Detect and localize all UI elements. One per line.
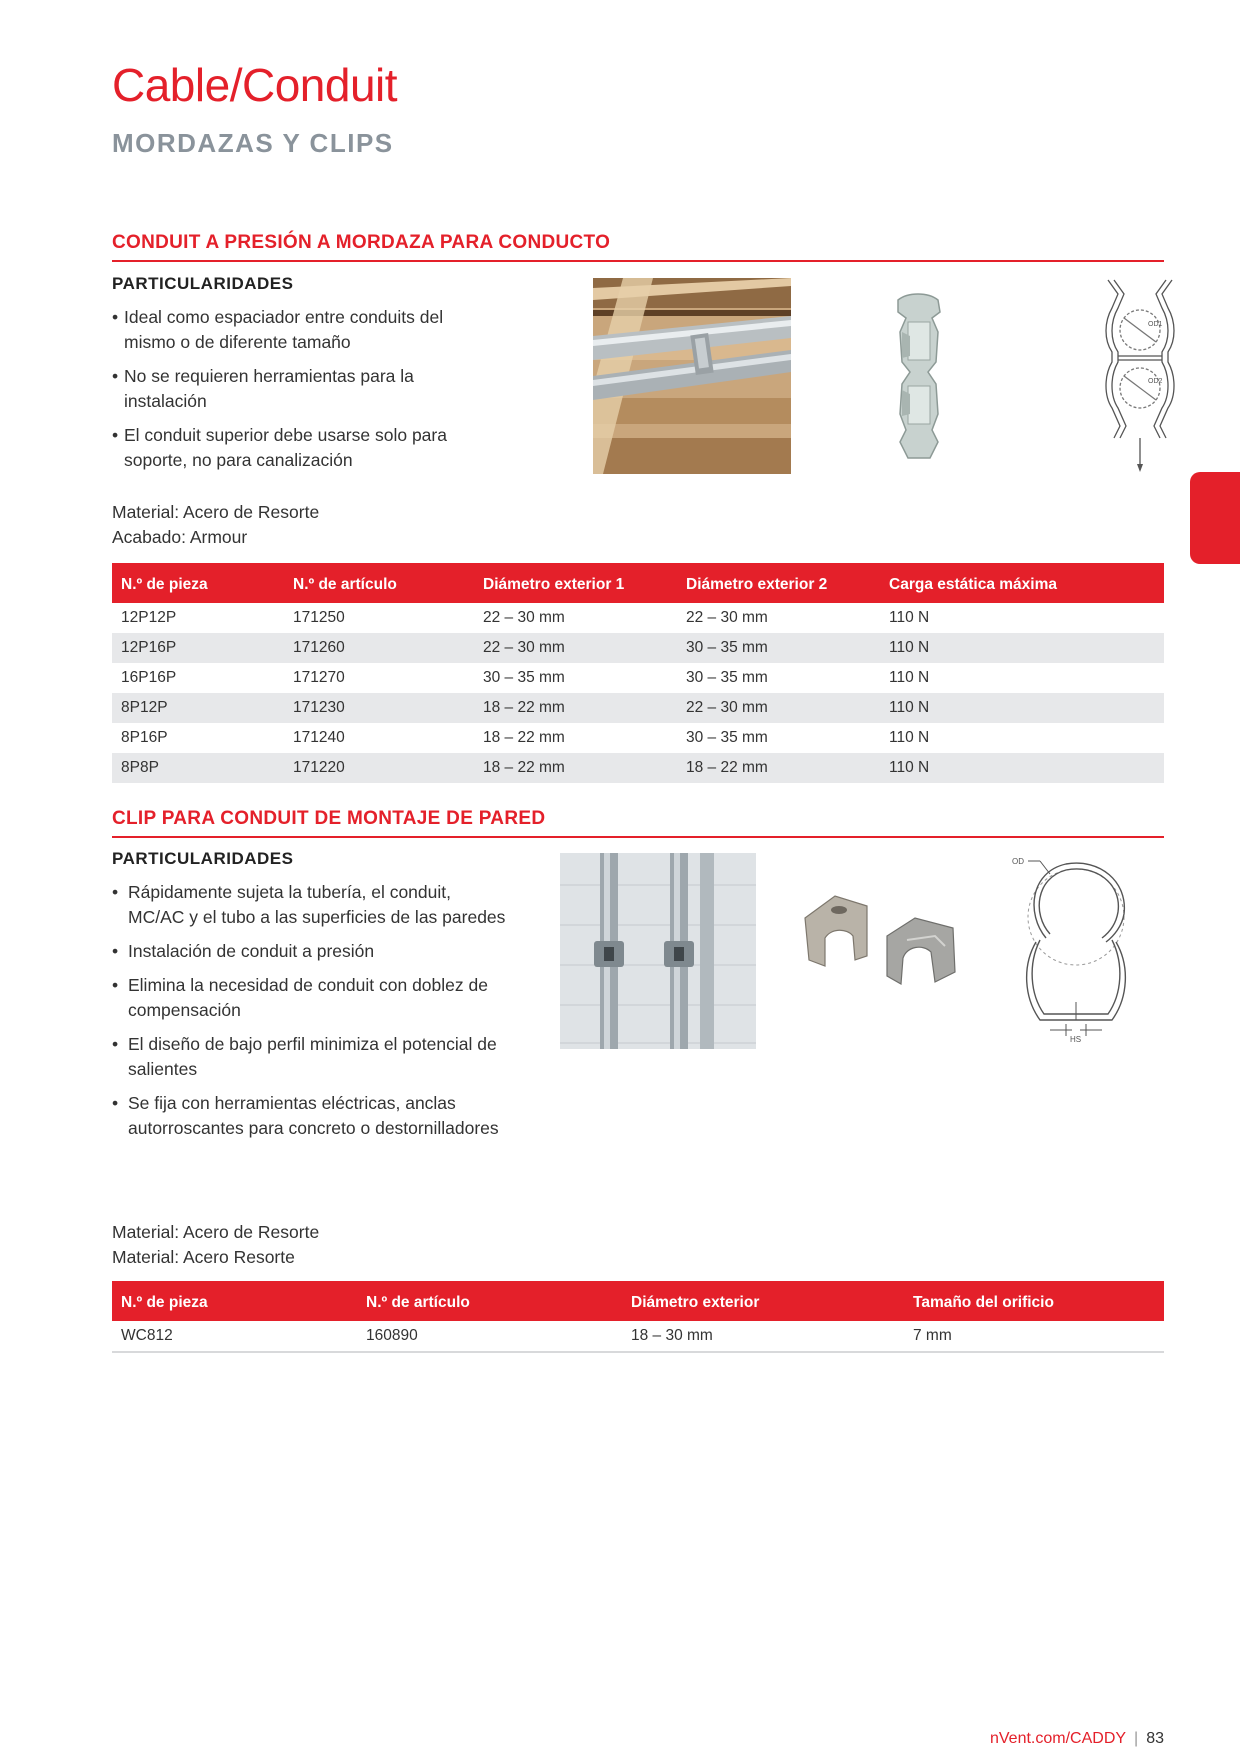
- table-cell: 7 mm: [904, 1321, 1164, 1352]
- feature-item: • Elimina la necesidad de conduit con doblez de compensación: [112, 973, 512, 1023]
- table-cell: 110 N: [880, 633, 1164, 663]
- table-cell: 18 – 22 mm: [483, 729, 565, 746]
- hs-label: HS: [1070, 1035, 1082, 1044]
- section2-material-1: Material: Acero de Resorte: [112, 1222, 320, 1242]
- table-cell: 110 N: [889, 729, 930, 746]
- table-cell: 22 – 30 mm: [677, 693, 880, 723]
- table-cell: 8P8P: [112, 753, 284, 783]
- col-header: Tamaño del orificio: [904, 1281, 1164, 1321]
- feature-item: • Ideal como espaciador entre conduits del mismo o de diferente tamaño: [112, 305, 492, 355]
- table-cell: 12P16P: [112, 633, 284, 663]
- table-row: [112, 633, 1164, 663]
- footer-separator: |: [1134, 1730, 1139, 1747]
- col-header: Diámetro exterior: [622, 1281, 904, 1321]
- col-header: Diámetro exterior 1: [474, 563, 677, 603]
- table-cell: 171250: [293, 609, 345, 626]
- col-header: N.º de artículo: [284, 563, 474, 603]
- table-cell: 22 – 30 mm: [483, 609, 565, 626]
- section1-spec-table: [112, 563, 1164, 783]
- installation-photo-2: [560, 853, 756, 1049]
- page-footer: [990, 1730, 1164, 1748]
- section2-features-label: PARTICULARIDADES: [112, 849, 294, 868]
- table-row: [112, 1321, 1164, 1352]
- table-cell: 110 N: [880, 753, 1164, 783]
- page-title: Cable/Conduit: [112, 59, 398, 111]
- table-cell: 16P16P: [121, 669, 177, 686]
- table-cell: 30 – 35 mm: [677, 633, 880, 663]
- table-cell: 30 – 35 mm: [686, 669, 768, 686]
- feature-item: • Rápidamente sujeta la tubería, el conduit, MC/AC y el tubo a las superficies de las paredes: [112, 880, 512, 930]
- od1-label: OD1: [1148, 321, 1163, 328]
- table-cell: 18 – 22 mm: [474, 693, 677, 723]
- section1-title: CONDUIT A PRESIÓN A MORDAZA PARA CONDUCTO: [112, 232, 1164, 262]
- table-cell: 18 – 22 mm: [677, 753, 880, 783]
- section1-material: Material: Acero de Resorte: [112, 502, 320, 522]
- od-label: OD: [1012, 857, 1024, 866]
- table-cell: 160890: [357, 1321, 622, 1352]
- page-number: 83: [1146, 1730, 1164, 1747]
- footer-url[interactable]: nVent.com/CADDY: [989, 1730, 1127, 1747]
- table-cell: 8P16P: [121, 729, 168, 746]
- section2-title: CLIP PARA CONDUIT DE MONTAJE DE PARED: [112, 808, 1164, 838]
- table-cell: 171260: [284, 633, 474, 663]
- table-row: [112, 603, 1164, 633]
- table-row: [112, 693, 1164, 723]
- table-header-row: [112, 563, 1164, 603]
- table-cell: 22 – 30 mm: [474, 633, 677, 663]
- table-row: [112, 663, 1164, 693]
- table-cell: 12P12P: [121, 609, 177, 626]
- wall-clip-dimension-diagram: [1010, 854, 1140, 1044]
- table-cell: 22 – 30 mm: [686, 609, 768, 626]
- table-row: [112, 723, 1164, 753]
- section1-features-list: [112, 305, 492, 482]
- section1-features-label: PARTICULARIDADES: [112, 274, 294, 293]
- table-cell: 8P12P: [112, 693, 284, 723]
- section-tab: [1190, 472, 1240, 564]
- feature-item: • No se requieren herramientas para la instalación: [112, 364, 492, 414]
- table-cell: 30 – 35 mm: [483, 669, 565, 686]
- section2-spec-table: [112, 1281, 1164, 1353]
- feature-item: • Instalación de conduit a presión: [112, 939, 512, 964]
- conduit-clip-dimension-diagram: [1100, 278, 1180, 474]
- section2-material-2: Material: Acero Resorte: [112, 1247, 295, 1267]
- table-cell: 110 N: [889, 609, 930, 626]
- feature-item: • El conduit superior debe usarse solo para soporte, no para canalización: [112, 423, 492, 473]
- feature-item: • Se fija con herramientas eléctricas, anclas autorroscantes para concreto o destornilladores: [112, 1091, 512, 1141]
- table-cell: WC812: [112, 1321, 357, 1352]
- table-cell: 171270: [293, 669, 345, 686]
- col-header: N.º de pieza: [112, 1281, 357, 1321]
- table-cell: 30 – 35 mm: [686, 729, 768, 746]
- installation-photo-1: [593, 278, 791, 474]
- table-cell: 110 N: [889, 669, 930, 686]
- wall-clip-product-images: [795, 888, 965, 988]
- col-header: N.º de artículo: [357, 1281, 622, 1321]
- table-cell: 110 N: [880, 693, 1164, 723]
- table-cell: 171230: [284, 693, 474, 723]
- table-cell: 18 – 30 mm: [622, 1321, 904, 1352]
- feature-item: • El diseño de bajo perfil minimiza el potencial de salientes: [112, 1032, 512, 1082]
- table-cell: 18 – 22 mm: [474, 753, 677, 783]
- col-header: Carga estática máxima: [880, 563, 1164, 603]
- table-row: [112, 753, 1164, 783]
- page-subtitle: MORDAZAS Y CLIPS: [112, 128, 394, 158]
- col-header: N.º de pieza: [112, 563, 284, 603]
- table-cell: 171220: [284, 753, 474, 783]
- section2-features-list: [112, 880, 512, 1150]
- col-header: Diámetro exterior 2: [677, 563, 880, 603]
- table-header-row: [112, 1281, 1164, 1321]
- table-cell: 171240: [293, 729, 345, 746]
- od2-label: OD2: [1148, 378, 1163, 385]
- conduit-clip-product-image: [880, 292, 960, 462]
- section1-finish: Acabado: Armour: [112, 527, 248, 547]
